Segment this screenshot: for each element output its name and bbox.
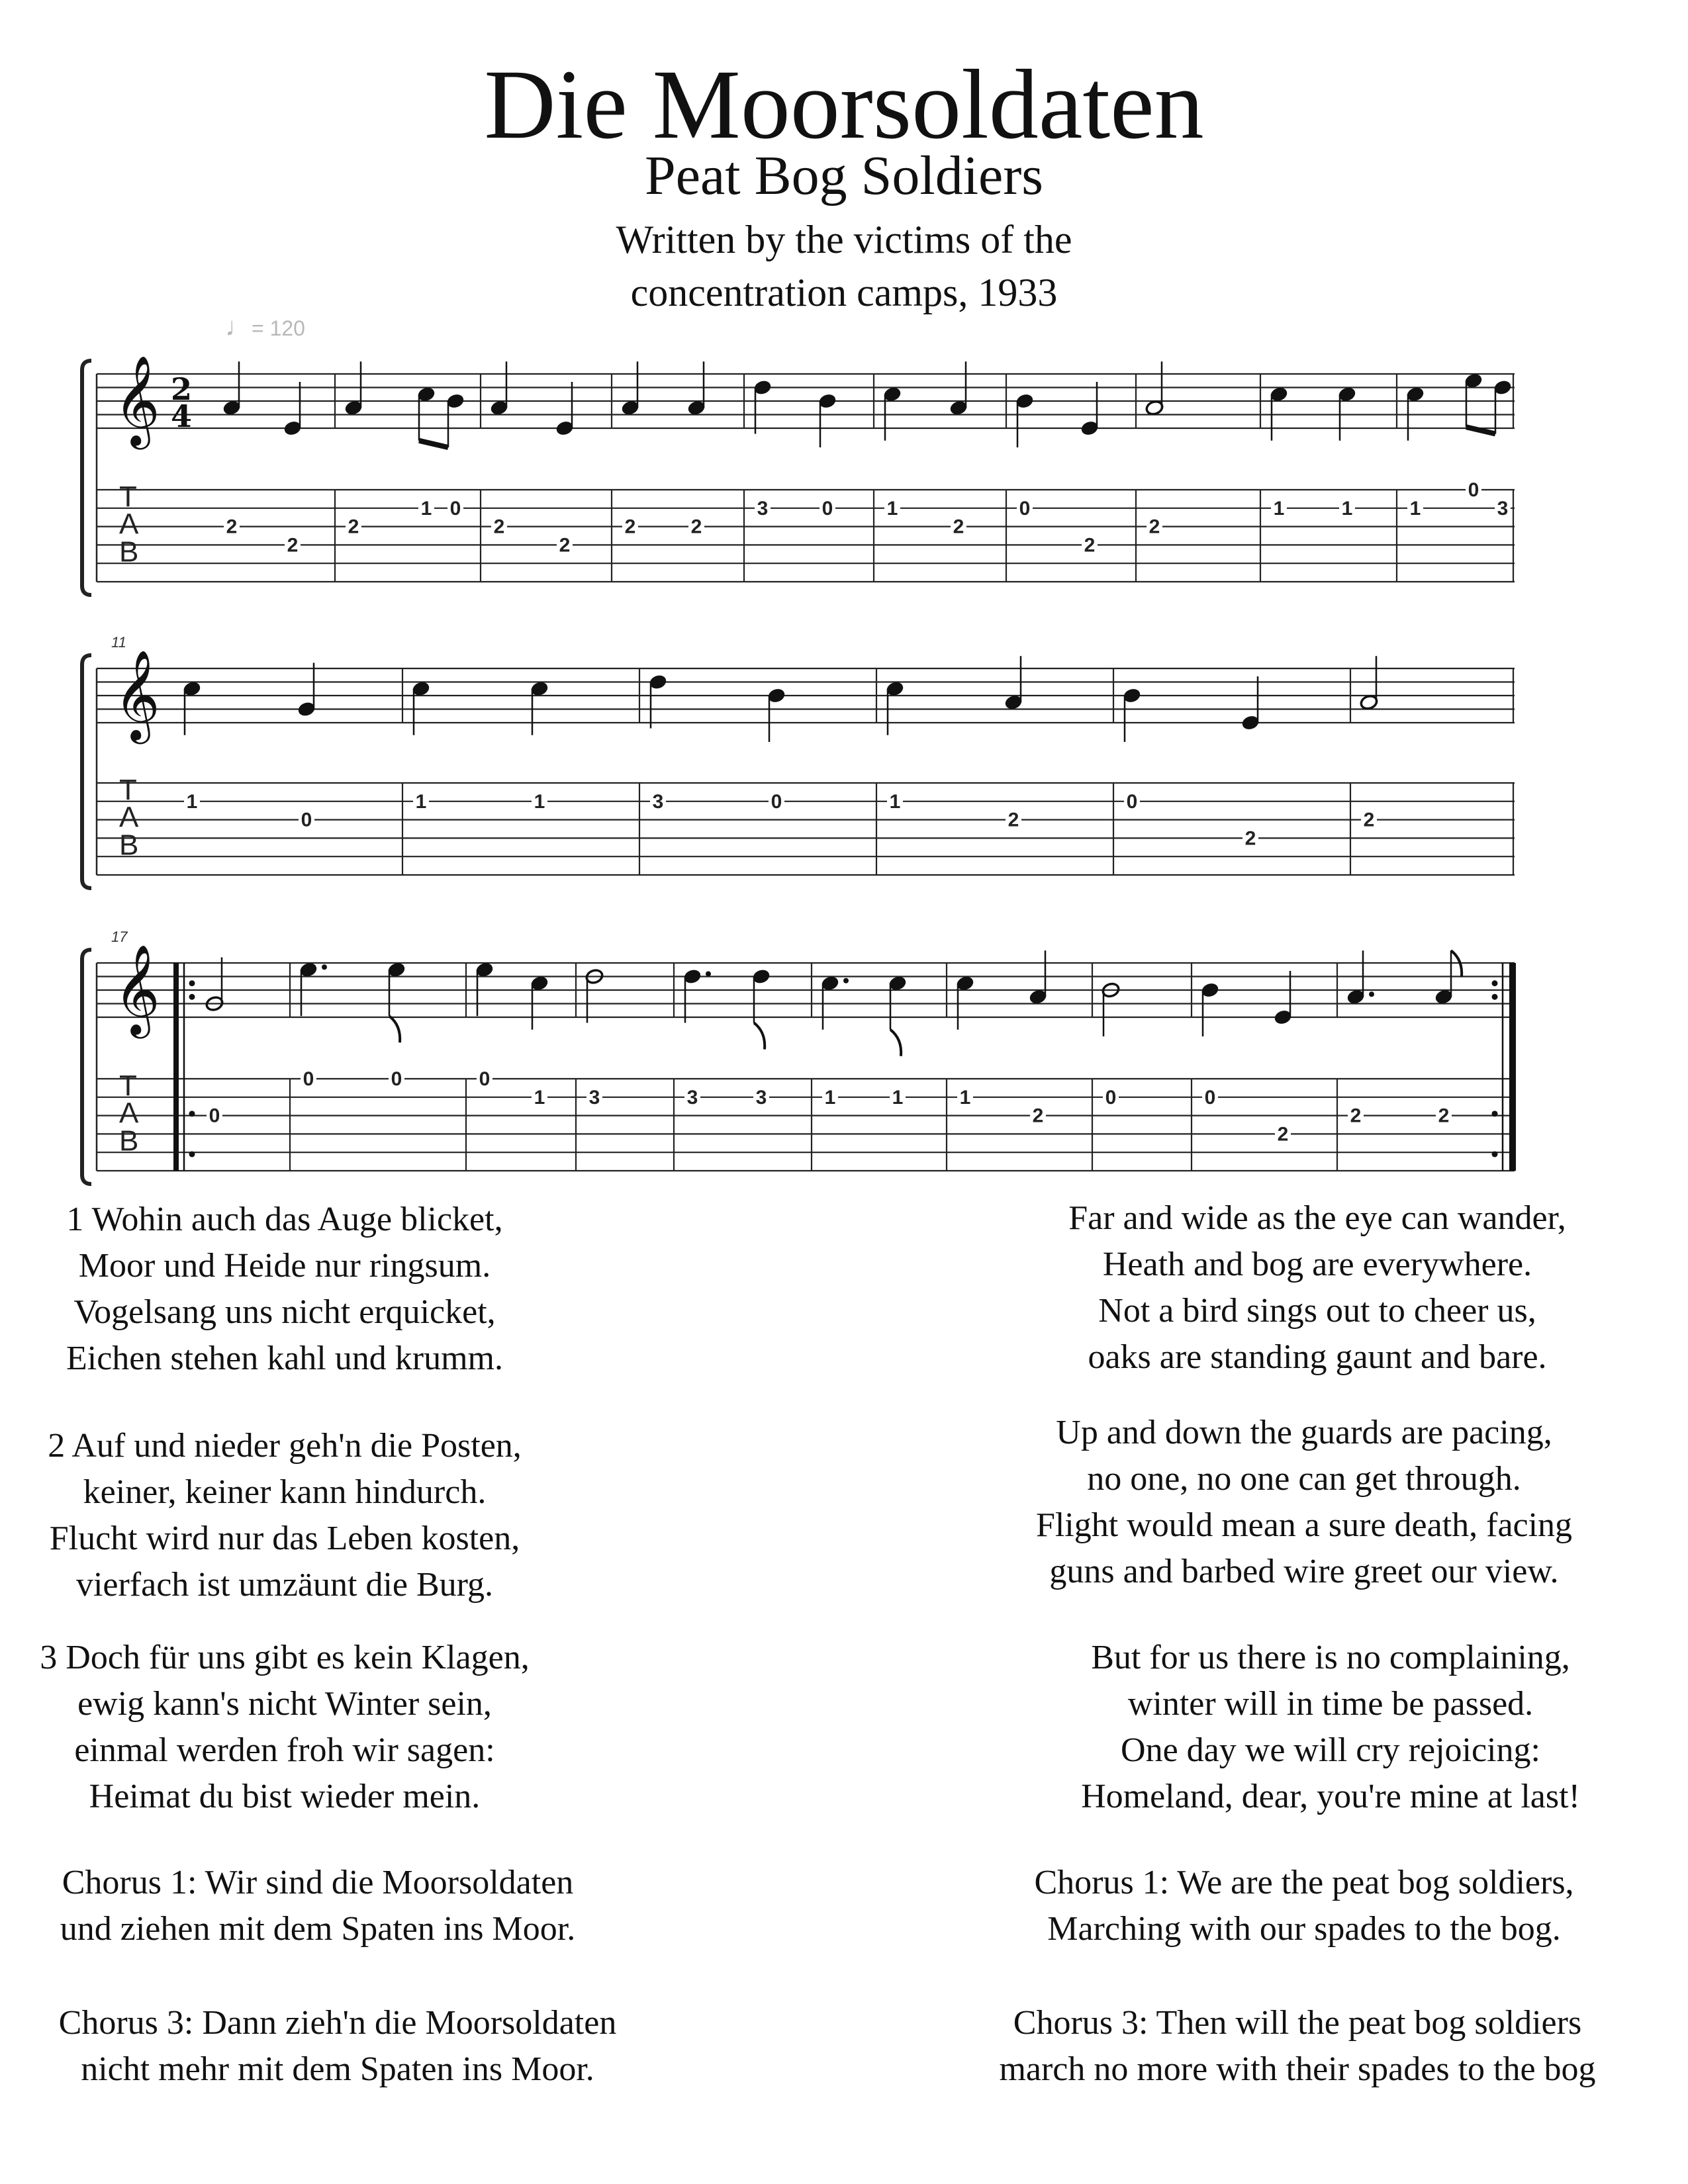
english-verse-2 — [953, 1410, 1655, 1595]
lyric-line: Far and wide as the eye can wander, — [1068, 1199, 1566, 1237]
tab-fret-number: 3 — [588, 1086, 600, 1109]
dotted-note-dot — [1369, 991, 1374, 997]
credit-line-1: Written by the victims of the — [616, 218, 1072, 261]
tab-fret-number: 2 — [226, 516, 238, 538]
tab-fret-number: 1 — [886, 497, 898, 520]
tab-label-letter: T — [119, 774, 137, 807]
measure-number: 17 — [111, 929, 128, 945]
repeat-start-thick-bar — [173, 963, 179, 1171]
dotted-note-dot — [706, 972, 711, 977]
lyric-line: Heimat du bist wieder mein. — [89, 1778, 481, 1815]
treble-clef-icon: 𝄞 — [114, 648, 160, 740]
lyric-line: But for us there is no complaining, — [1091, 1639, 1570, 1676]
tab-fret-number: 2 — [953, 516, 964, 538]
system-bracket — [82, 950, 91, 1184]
tab-fret-number: 2 — [348, 516, 359, 538]
song-subtitle: Peat Bog Soldiers — [645, 145, 1043, 206]
tab-fret-number: 2 — [493, 516, 505, 538]
lyric-line: Chorus 1: We are the peat bog soldiers, — [1034, 1864, 1574, 1901]
time-signature-bottom: 4 — [171, 398, 193, 434]
lyric-line: Moor und Heide nur ringsum. — [78, 1247, 491, 1285]
english-chorus-1 — [953, 1860, 1655, 1952]
eighth-flag — [890, 1030, 901, 1056]
lyric-line: vierfach ist umzäunt die Burg. — [75, 1566, 494, 1604]
tab-fret-number: 2 — [1032, 1105, 1044, 1127]
song-title: Die Moorsoldaten — [484, 50, 1204, 159]
repeat-dot — [1492, 1151, 1498, 1157]
lyric-line: nicht mehr mit dem Spaten ins Moor. — [81, 2050, 594, 2088]
german-chorus-3 — [13, 2000, 662, 2093]
dotted-note-dot — [322, 964, 327, 970]
tab-fret-number: 1 — [1273, 497, 1285, 520]
tab-fret-number: 1 — [889, 790, 901, 813]
lyric-line: Flight would mean a sure death, facing — [1035, 1506, 1573, 1544]
lyric-line: Marching with our spades to the bog. — [1047, 1910, 1561, 1948]
tab-fret-number: 1 — [186, 790, 198, 813]
lyric-line: Chorus 3: Dann zieh'n die Moorsoldaten — [58, 2004, 617, 2042]
lyric-line: guns and barbed wire greet our view. — [1049, 1553, 1559, 1590]
measure-number: 11 — [111, 634, 126, 651]
system-1 — [82, 354, 1515, 595]
lyric-line: oaks are standing gaunt and bare. — [1088, 1338, 1547, 1376]
tab-fret-number: 3 — [757, 497, 769, 520]
tab-fret-number: 3 — [755, 1086, 767, 1109]
lyric-line: Up and down the guards are pacing, — [1056, 1414, 1552, 1451]
repeat-dot — [189, 1111, 195, 1116]
time-signature-top: 2 — [171, 371, 193, 407]
system-3 — [82, 929, 1516, 1184]
tempo-value: = 120 — [252, 316, 305, 340]
tab-fret-number: 2 — [1244, 827, 1256, 850]
tab-fret-number: 1 — [959, 1086, 971, 1109]
tab-label-letter: T — [119, 1069, 137, 1103]
repeat-end-thick-bar — [1509, 963, 1516, 1171]
tab-fret-number: 2 — [1149, 516, 1160, 538]
tab-fret-number: 0 — [1204, 1086, 1216, 1109]
tab-fret-number: 0 — [479, 1068, 491, 1090]
lyric-line: einmal werden froh wir sagen: — [74, 1731, 495, 1769]
english-verse-3 — [980, 1635, 1681, 1820]
german-verse-3 — [13, 1635, 556, 1820]
tab-fret-number: 1 — [534, 1086, 545, 1109]
tab-fret-number: 0 — [391, 1068, 402, 1090]
tab-fret-number: 2 — [287, 534, 299, 557]
english-verse-1 — [966, 1195, 1668, 1381]
tab-fret-number: 3 — [1497, 497, 1509, 520]
tab-label-letter: B — [119, 535, 139, 569]
tab-label-letter: A — [119, 1097, 139, 1130]
tab-fret-number: 0 — [821, 497, 833, 520]
eighth-flag — [389, 1016, 400, 1042]
tab-fret-number: 2 — [1438, 1105, 1450, 1127]
tab-fret-number: 1 — [415, 790, 427, 813]
tab-fret-number: 2 — [559, 534, 571, 557]
tab-fret-number: 3 — [686, 1086, 698, 1109]
tab-fret-number: 0 — [303, 1068, 314, 1090]
tab-fret-number: 1 — [420, 497, 432, 520]
system-2 — [82, 634, 1515, 888]
lyric-line: Flucht wird nur das Leben kosten, — [49, 1520, 520, 1557]
tab-fret-number: 2 — [690, 516, 702, 538]
lyric-line: 2 Auf und nieder geh'n die Posten, — [48, 1427, 522, 1465]
tab-fret-number: 2 — [1350, 1105, 1362, 1127]
tab-label-letter: B — [119, 829, 139, 862]
system-bracket — [82, 655, 91, 888]
tab-fret-number: 2 — [624, 516, 636, 538]
repeat-dot — [1492, 1111, 1498, 1116]
tab-fret-number: 2 — [1008, 809, 1019, 831]
repeat-dot — [189, 980, 195, 986]
german-chorus-1 — [13, 1860, 622, 1952]
eighth-flag — [754, 1023, 765, 1050]
lyric-line: keiner, keiner kann hindurch. — [83, 1473, 487, 1511]
tab-fret-number: 1 — [1341, 497, 1353, 520]
repeat-dot — [189, 994, 195, 1000]
lyric-line: One day we will cry rejoicing: — [1121, 1731, 1540, 1769]
repeat-dot — [1492, 994, 1498, 1000]
lyric-line: Vogelsang uns nicht erquicket, — [73, 1293, 496, 1331]
tab-fret-number: 0 — [1126, 790, 1138, 813]
treble-clef-icon: 𝄞 — [114, 942, 160, 1034]
tab-label-letter: A — [119, 508, 139, 541]
lyric-line: Eichen stehen kahl und krumm. — [66, 1340, 503, 1377]
treble-clef-icon: 𝄞 — [114, 353, 160, 445]
tab-fret-number: 1 — [892, 1086, 904, 1109]
lyric-line: Chorus 3: Then will the peat bog soldiers — [1013, 2004, 1582, 2042]
eighth-beam — [419, 441, 448, 447]
tab-label-letter: A — [119, 801, 139, 834]
tab-fret-number: 1 — [824, 1086, 836, 1109]
tab-fret-number: 3 — [652, 790, 664, 813]
system-bracket — [82, 361, 91, 595]
lyric-line: Not a bird sings out to cheer us, — [1098, 1292, 1536, 1330]
lyric-line: Homeland, dear, you're mine at last! — [1081, 1778, 1580, 1815]
tab-fret-number: 0 — [449, 497, 461, 520]
tab-fret-number: 2 — [1363, 809, 1375, 831]
lyric-line: march no more with their spades to the bog — [999, 2050, 1596, 2088]
german-verse-2 — [13, 1423, 556, 1608]
tab-fret-number: 0 — [1105, 1086, 1117, 1109]
lyric-line: 3 Doch für uns gibt es kein Klagen, — [40, 1639, 530, 1676]
repeat-dot — [189, 1151, 195, 1157]
lyric-line: ewig kann's nicht Winter sein, — [77, 1685, 492, 1723]
tab-fret-number: 0 — [1468, 479, 1479, 501]
tab-fret-number: 1 — [1409, 497, 1421, 520]
dotted-note-dot — [843, 978, 849, 983]
lyric-line: no one, no one can get through. — [1087, 1460, 1521, 1498]
credit-line-2: concentration camps, 1933 — [630, 271, 1058, 314]
tab-fret-number: 2 — [1277, 1123, 1289, 1146]
tab-fret-number: 0 — [1019, 497, 1031, 520]
tab-label-letter: T — [119, 480, 137, 514]
tab-fret-number: 0 — [209, 1105, 220, 1127]
english-chorus-3 — [933, 2000, 1662, 2093]
tab-fret-number: 0 — [301, 809, 312, 831]
quarter-note-icon: ♩ — [225, 312, 252, 341]
german-verse-1 — [13, 1197, 556, 1382]
lyric-line: und ziehen mit dem Spaten ins Moor. — [60, 1910, 576, 1948]
lyric-line: winter will in time be passed. — [1127, 1685, 1534, 1723]
lyric-line: Heath and bog are everywhere. — [1102, 1246, 1532, 1283]
eighth-flag — [1451, 950, 1462, 977]
lyric-line: 1 Wohin auch das Auge blicket, — [66, 1201, 503, 1238]
tab-fret-number: 0 — [771, 790, 782, 813]
tab-fret-number: 2 — [1084, 534, 1096, 557]
tab-fret-number: 1 — [534, 790, 545, 813]
lyric-line: Chorus 1: Wir sind die Moorsoldaten — [62, 1864, 574, 1901]
repeat-dot — [1492, 980, 1498, 986]
tab-label-letter: B — [119, 1124, 139, 1158]
